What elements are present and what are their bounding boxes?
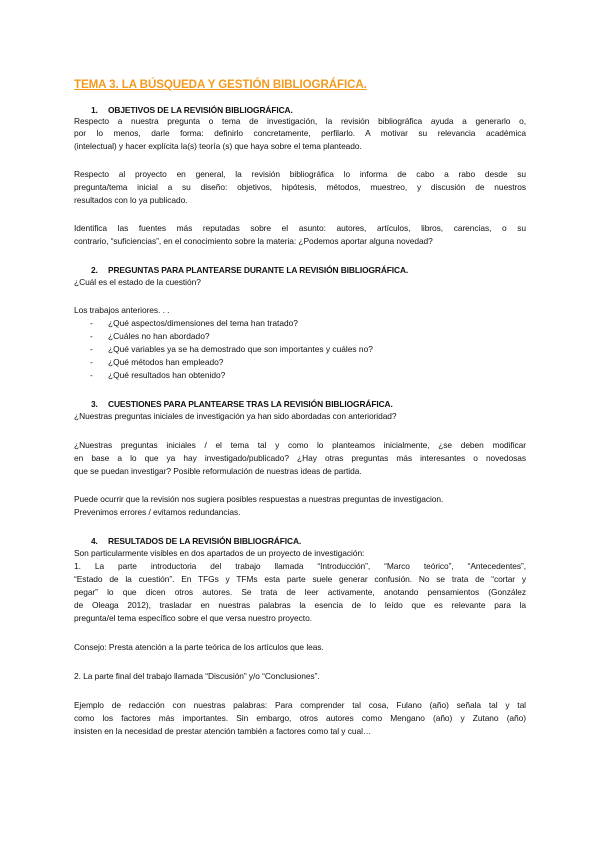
paragraph-line: 2. La parte final del trabajo llamada “Discusión” y/o “Conclusiones”. <box>74 671 320 681</box>
paragraph-line: Consejo: Presta atención a la parte teórica de los artículos que leas. <box>74 642 324 652</box>
paragraph-line: pregunta/tema inicial a su diseño: objetivos, hipótesis, métodos, muestreo, y discusión de nuestros <box>74 182 526 192</box>
list-item: - ¿Qué aspectos/dimensiones del tema han tratado? <box>90 318 298 328</box>
paragraph-line: Identifica las fuentes más reputadas sobre el asunto: autores, artículos, libros, carencias, o su <box>74 223 526 233</box>
list-item: - ¿Qué variables ya se ha demostrado que son importantes y cuáles no? <box>90 344 373 354</box>
intro-line: Los trabajos anteriores. . . <box>74 305 170 315</box>
paragraph-line: resultados con lo ya publicado. <box>74 195 188 205</box>
paragraph-line: pregunta/el tema específico sobre el que versa nuestro proyecto. <box>74 613 312 623</box>
paragraph-line: insisten en la necesidad de prestar atención también a factores como tal y cual… <box>74 726 372 736</box>
list-item: - ¿Qué resultados han obtenido? <box>90 370 226 380</box>
paragraph-line: que se puedan investigar? Posible reformulación de nuestras ideas de partida. <box>74 466 362 476</box>
paragraph-line: (intelectual) y hacer explícita la(s) teoría (s) que haya sobre el tema planteado. <box>74 141 362 151</box>
section-heading-2: 2. PREGUNTAS PARA PLANTEARSE DURANTE LA REVISIÓN BIBLIOGRÁFICA. <box>91 265 409 275</box>
paragraph-line: Prevenimos errores / evitamos redundancias. <box>74 507 241 517</box>
paragraph-line: Son particularmente visibles en dos apartados de un proyecto de investigación: <box>74 548 365 558</box>
paragraph-line: Puede ocurrir que la revisión nos sugiera posibles respuestas a nuestras preguntas de investigacion. <box>74 494 444 504</box>
question-line: ¿Cuál es el estado de la cuestión? <box>74 277 201 287</box>
paragraph-line: Respecto a nuestra pregunta o tema de investigación, la revisión bibliográfica ayuda a generarlo o, <box>74 116 526 126</box>
paragraph-line: de Oleaga 2012), trasladar en nuestras palabras la esencia de lo leído que es relevante para la <box>74 600 526 610</box>
paragraph-line: 1. La parte introductoria del trabajo llamada “Introducción”, “Marco teórico”, “Antecedentes”, <box>74 561 526 571</box>
section-heading-4: 4. RESULTADOS DE LA REVISIÓN BIBLIOGRÁFICA. <box>91 536 302 546</box>
paragraph-line: ¿Nuestras preguntas iniciales / el tema tal y como lo planteamos inicialmente, ¿se deben modificar <box>74 440 526 450</box>
paragraph-line: “Estado de la cuestión”. En TFGs y TFMs esta parte suele generar confusión. No se trata de “cortar y <box>74 574 526 584</box>
paragraph-line: ¿Nuestras preguntas iniciales de investigación ya han sido abordadas con anterioridad? <box>74 411 397 421</box>
paragraph-line: en base a lo que ya hay investigado/publicado? ¿Hay otras preguntas más interesantes o novedosas <box>74 453 526 463</box>
paragraph-line: Ejemplo de redacción con nuestras palabras: Para comprender tal cosa, Fulano (año) señala tal y tal <box>74 700 526 710</box>
paragraph-line: por lo menos, darle forma: definirlo concretamente, perfilarlo. A motivar su relevancia académica <box>74 128 526 138</box>
section-heading-1: 1. OBJETIVOS DE LA REVISIÓN BIBLIOGRÁFICA. <box>91 105 293 115</box>
paragraph-line: como los factores más importantes. Sin embargo, otros autores como Mengano (año) y Zutano (año) <box>74 713 526 723</box>
list-item: - ¿Cuáles no han abordado? <box>90 331 210 341</box>
paragraph-line: pegar” lo que dicen otros autores. Se trata de leer activamente, anotando pensamientos (González <box>74 587 526 597</box>
paragraph-line: contrario, “suficiencias”, en el conocimiento sobre la materia: ¿Podemos aportar alguna novedad? <box>74 236 433 246</box>
list-item: - ¿Qué métodos han empleado? <box>90 357 224 367</box>
paragraph-line: Respecto al proyecto en general, la revisión bibliográfica lo informa de cabo a rabo desde su <box>74 169 526 179</box>
page-title: TEMA 3. LA BÚSQUEDA Y GESTIÓN BIBLIOGRÁFICA. <box>74 78 367 91</box>
section-heading-3: 3. CUESTIONES PARA PLANTEARSE TRAS LA REVISIÓN BIBLIOGRÁFICA. <box>91 399 393 409</box>
